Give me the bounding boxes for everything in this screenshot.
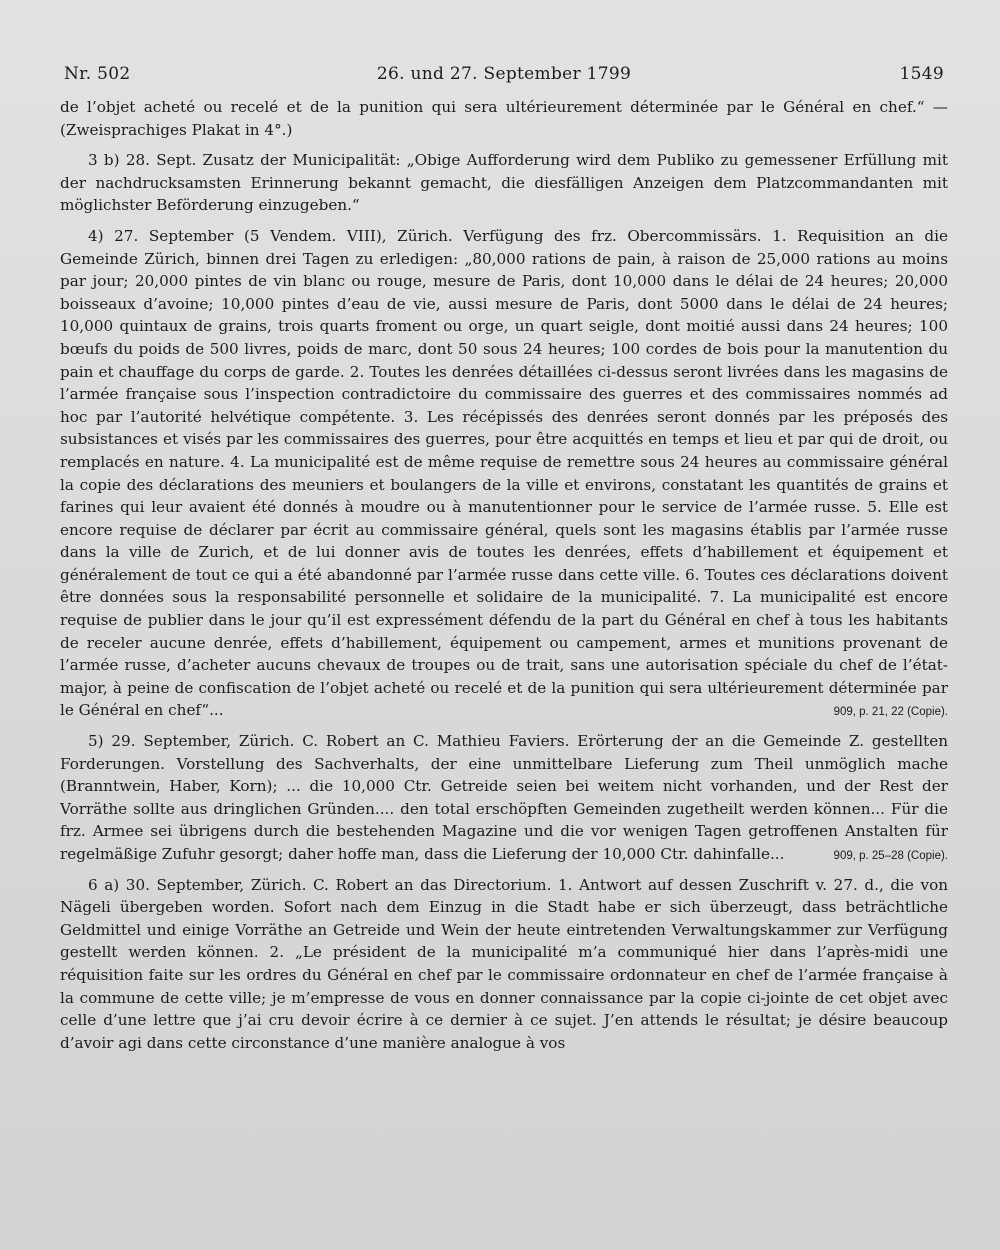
paragraph-continuation (60, 96, 948, 141)
paragraph-text: 5) 29. September, Zürich. C. Robert an C. Mathieu Faviers. Erörterung der an die Gemeinde Z. gestellten Forderungen. Vorstellung des Sachverhalts, der eine unmittelbare Lieferung zum Theil unmöglich mache (Branntwein, Haber, Korn); ... die 10,000 Ctr. Getreide seien bei weitem nicht vorhanden, und der Rest der Vorräthe sollte aus dringlichen Gründen.... den total erschöpften Gemeinden zugetheilt werden können... Für die frz. Armee sei übrigens durch die bestehenden Magazine und die vor wenigen Tagen getroffenen Anstalten für regelmäßige Zufuhr gesorgt; daher hoffe man, dass die Lieferung der 10,000 Ctr. dahinfalle... (60, 732, 948, 863)
paragraph-text: de l’objet acheté ou recelé et de la punition qui sera ultérieurement déterminée par le Général en chef.“ — (Zweisprachiges Plakat in 4°.) (60, 98, 948, 139)
paragraph-5 (60, 730, 948, 866)
archive-reference: 909, p. 25–28 (Copie). (833, 850, 948, 862)
page-number: 1549 (899, 64, 944, 84)
document-date: 26. und 27. September 1799 (376, 64, 632, 84)
paragraph-text: 6 a) 30. September, Zürich. C. Robert an das Directorium. 1. Antwort auf dessen Zuschrift v. 27. d., die von Nägeli übergeben worden. Sofort nach dem Einzug in die Stadt habe er sich überzeugt, dass beträchtliche Geldmittel und einige Vorräthe an Getreide und Wein der heute eintretenden Verwaltungskammer zur Verfügung gestellt werden können. 2. „Le président de la municipalité m’a communiqué hier dans l’après-midi une réquisition faite sur les ordres du Général en chef par le commissaire ordonnateur en chef de l’armée française à la commune de cette ville; je m’empresse de vous en donner connaissance par la copie ci-jointe de cet objet avec celle d’une lettre que j’ai cru devoir écrire à ce dernier à ce sujet. J’en attends le résultat; je désire beaucoup d’avoir agi dans cette circonstance d’une manière analogue à vos (60, 875, 948, 1052)
page-header (60, 64, 948, 90)
archive-reference: 909, p. 21, 22 (Copie). (833, 706, 948, 719)
document-number: Nr. 502 (64, 64, 131, 84)
paragraph-text: 3 b) 28. Sept. Zusatz der Municipalität: „Obige Aufforderung wird dem Publiko zu gemessener Erfüllung mit der nachdrucksamsten Erinnerung bekannt gemacht, die diesfälligen Anzeigen dem Platzcommandanten mit möglichster Beförderung einzugeben.“ (60, 151, 948, 215)
paragraph-text: 4) 27. September (5 Vendem. VIII), Zürich. Verfügung des frz. Obercommissärs. 1. Requisition an die Gemeinde Zürich, binnen drei Tagen zu erledigen: „80,000 rations de pain, à raison de 25,000 rations au moins par jour; 20,000 pintes de vin blanc ou rouge, mesure de Paris, dont 10,000 dans le délai de 24 heures; 20,000 boisseaux d’avoine; 10,000 pintes d’eau de vie, aussi mesure de Paris, dont 5000 dans le délai de 24 heures; 10,000 quintaux de grains, trois quarts froment ou orge, un quart seigle, dont moitié aussi dans 24 heures; 100 bœufs du poids de 500 livres, poids de marc, dont 50 sous 24 heures; 100 cordes de bois pour la manutention du pain et chauffage du corps de garde. 2. Toutes les denrées détaillées ci-dessus seront livrées dans les magasins de l’armée française sous l’inspection contradictoire du commissaire des guerres et des commissaires nommés ad hoc par l’autorité helvétique compétente. 3. Les récépissés des denrées seront donnés par les préposés des subsistances et visés par les commissaires des guerres, pour être acquittés en temps et lieu et par qui de droit, ou remplacés en nature. 4. La municipalité est de même requise de remettre sous 24 heures au commissaire général la copie des déclarations des meuniers et boulangers de la ville et environs, constatant les quantités de grains et farines qui leur avaient été donnés à moudre ou à manutentionner pour le service de l’armée russe. 5. Elle est encore requise de déclarer par écrit au commissaire général, quels sont les magasins établis par l’armée russe dans la ville de Zurich, et de lui donner avis de toutes les denrées, effets d’habillement et équipement et généralement de tout ce qui a été abandonné par l’armée russe dans cette ville. 6. Toutes ces déclarations doivent être données sous la responsabilité personnelle et solidaire de la municipalité. 7. La municipalité est encore requise de publier dans le jour qu’il est expressément défendu de la part du Général en chef à tous les habitants de receler aucune denrée, effets d’habillement, équipement ou campement, armes et munitions provenant de l’armée russe, d’acheter aucuns chevaux de troupes ou de trait, sans une autorisation spéciale du chef de l’état-major, à peine de confiscation de l’objet acheté ou recelé et de la punition qui sera ultérieurement déterminée par le Général en chef“... (60, 226, 948, 720)
paragraph-4 (60, 225, 948, 722)
paragraph-6a (60, 874, 948, 1055)
paragraph-3b (60, 149, 948, 217)
document-body (60, 96, 948, 1054)
